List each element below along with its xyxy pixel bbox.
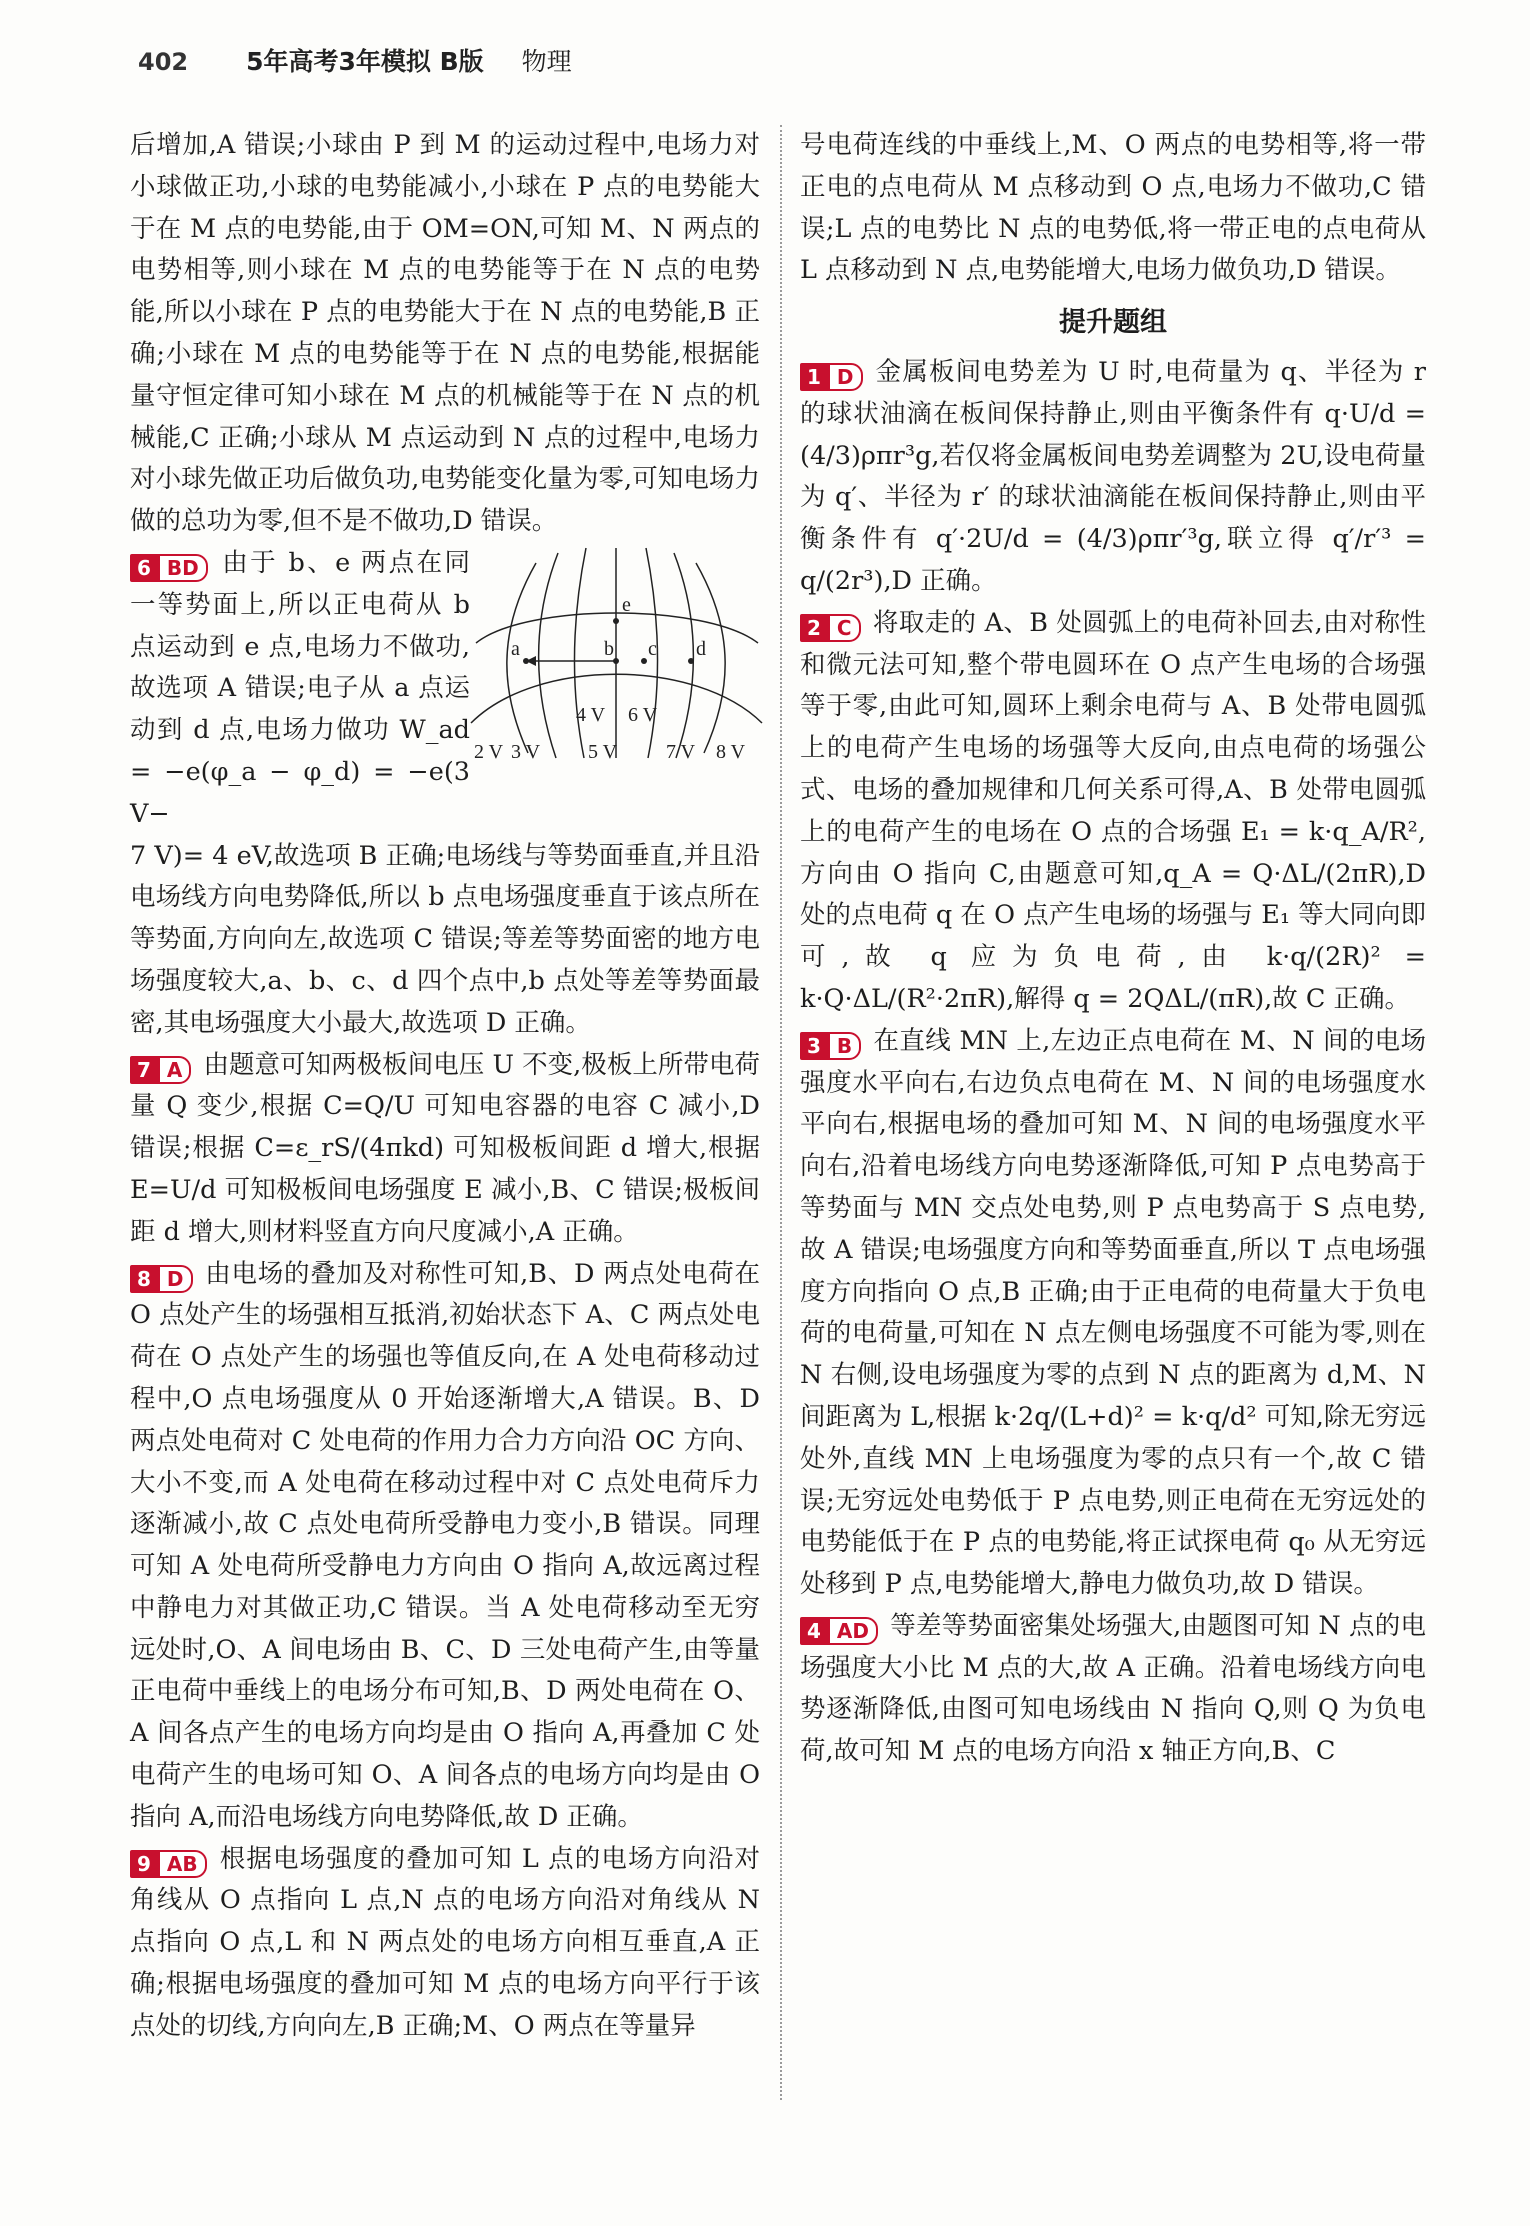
left-intro-paragraph: 后增加,A 错误;小球由 P 到 M 的运动过程中,电场力对小球做正功,小球的电势能减小,小球在 P 点的电势能大于在 M 点的电势能,由于 OM=ON,可知 M、N 两点的电势相等,则小球在 M 点的电势能等于在 N 点的电势能,所以小球在 P 点的电势能大于在 N 点的电势能,B 正确;小球在 M 点的电势能等于在 N 点的电势能,根据能量守恒定律可知小球在 M 点的机械能等于在 N 点的机械能,C 正确;小球从 M 点运动到 N 点的过程中,电场力对小球先做正功后做负功,电势能变化量为零,可知电场力做的总功为零,但不是不做功,D 错误。 <box>130 130 760 537</box>
question-number: 3 <box>800 1032 828 1060</box>
section-title: 提升题组 <box>1059 307 1167 339</box>
answer-6 <box>130 543 760 1045</box>
answer-text: 由电场的叠加及对称性可知,B、D 两点处电荷在 O 点处产生的场强相互抵消,初始状态下 A、C 两点处电荷在 O 点处产生的场强也等值反向,在 A 处电荷移动过程中,O 点电场强度从 0 开始逐渐增大,A 错误。B、D 两点处电荷对 C 处电荷的作用力合力方向沿 OC 方向、大小不变,而 A 处电荷在移动过程中对 C 点处电荷斥力逐渐减小,故 C 点处电荷所受静电力变小,B 错误。同理可知 A 处电荷所受静电力方向由 O 指向 A,故远离过程中静电力对其做正功,C 错误。当 A 处电荷移动至无穷远处时,O、A 间电场由 B、C、D 三处电荷产生,由等量正电荷中垂线上的电场分布可知,B、D 两处电荷在 O、A 间各点产生的电场方向均是由 O 指向 A,再叠加 C 处电荷产生的电场可知 O、A 间各点的电场方向均是由 O 指向 A,而沿电场线方向电势降低,故 D 正确。 <box>130 1258 760 1832</box>
point-label: e <box>622 593 631 616</box>
potential-label: 7 V <box>666 740 696 763</box>
page-number: 402 <box>138 48 189 76</box>
answer-3 <box>800 1021 1426 1606</box>
answer-badge <box>800 1032 861 1060</box>
question-number: 6 <box>130 554 158 582</box>
question-number: 8 <box>130 1265 158 1293</box>
answer-6-text-top <box>130 543 470 836</box>
answer-7 <box>130 1045 760 1254</box>
answer-badge <box>800 363 863 391</box>
answer-4 <box>800 1606 1426 1773</box>
answer-1 <box>800 352 1426 603</box>
answer-key: D <box>828 363 863 391</box>
answer-8 <box>130 1254 760 1839</box>
answer-key: C <box>828 614 861 642</box>
answer-badge <box>130 554 208 582</box>
answer-badge <box>800 1617 878 1645</box>
answer-text: 根据电场强度的叠加可知 L 点的电场方向沿对角线从 O 点指向 L 点,N 点的电场方向沿对角线从 N 点指向 O 点,L 和 N 两点处的电场方向相互垂直,A 正确;根据电场强度的叠加可知 M 点的电场方向平行于该点处的切线,方向向左,B 正确;M、O 两点在等量异 <box>130 1843 760 2041</box>
answer-badge <box>800 614 861 642</box>
question-number: 4 <box>800 1617 828 1645</box>
left-column <box>130 125 760 2048</box>
answer-6-text-rest: 7 V)= 4 eV,故选项 B 正确;电场线与等势面垂直,并且沿电场线方向电势降低,所以 b 点电场强度垂直于该点所在等势面,方向向左,故选项 C 错误;等差等势面密的地方电场强度较大,a、b、c、d 四个点中,b 点处等差等势面最密,其电场强度大小最大,故选项 D 正确。 <box>130 840 760 1038</box>
answer-key: D <box>158 1265 193 1293</box>
potential-label: 2 V <box>474 740 504 763</box>
question-number: 1 <box>800 363 828 391</box>
question-number: 9 <box>130 1850 158 1878</box>
answer-2 <box>800 603 1426 1021</box>
potential-label: 4 V <box>576 703 606 726</box>
answer-9 <box>130 1839 760 2048</box>
point-label: a <box>511 637 520 660</box>
answer-badge <box>130 1265 193 1293</box>
question-number: 7 <box>130 1056 158 1084</box>
answer-text: 将取走的 A、B 处圆弧上的电荷补回去,由对称性和微元法可知,整个带电圆环在 O 点产生电场的合场强等于零,由此可知,圆环上剩余电荷与 A、B 处带电圆弧上的电荷产生电场的场强等大反向,由点电荷的场强公式、电场的叠加规律和几何关系可得,A、B 处带电圆弧上的电荷产生的电场在 O 点的合场强 E₁ = k·q_A/R²,方向由 O 指向 C,由题意可知,q_A = Q·ΔL/(2πR),D 处的点电荷 q 在 O 点产生电场的场强与 E₁ 等大同向即可,故 q 应为负电荷,由 k·q/(2R)² = k·Q·ΔL/(R²·2πR),解得 q = 2QΔL/(πR),故 C 正确。 <box>800 607 1426 1014</box>
potential-label: 6 V <box>628 703 658 726</box>
potential-label: 5 V <box>588 740 618 763</box>
answer-key: BD <box>158 554 208 582</box>
answer-text: 金属板间电势差为 U 时,电荷量为 q、半径为 r 的球状油滴在板间保持静止,则由平衡条件有 q·U/d = (4/3)ρπr³g,若仅将金属板间电势差调整为 2U,设电荷量为 q′、半径为 r′ 的球状油滴能在板间保持静止,则由平衡条件有 q′·2U/d = (4/3)ρπr′³g,联立得 q′/r′³ = q/(2r³),D 正确。 <box>800 356 1426 596</box>
answer-key: B <box>828 1032 861 1060</box>
question-number: 2 <box>800 614 828 642</box>
point-label: c <box>648 637 657 660</box>
subject-label: 物理 <box>521 47 572 76</box>
answer-key: AD <box>828 1617 878 1645</box>
book-title: 5年高考3年模拟 B版 <box>246 47 484 76</box>
page-header <box>138 42 572 82</box>
right-intro-paragraph: 号电荷连线的中垂线上,M、O 两点的电势相等,将一带正电的点电荷从 M 点移动到 O 点,电场力不做功,C 错误;L 点的电势比 N 点的电势低,将一带正电的点电荷从 L 点移动到 N 点,电势能增大,电场力做负功,D 错误。 <box>800 130 1426 286</box>
equipotential-figure <box>466 543 766 763</box>
answer-key: AB <box>158 1850 207 1878</box>
answer-text: 等差等势面密集处场强大,由题图可知 N 点的电场强度大小比 M 点的大,故 A 正确。沿着电场线方向电势逐渐降低,由图可知电场线由 N 指向 Q,则 Q 为负电荷,故可知 M 点的电场方向沿 x 轴正方向,B、C <box>800 1610 1426 1767</box>
answer-text: 由题意可知两极板间电压 U 不变,极板上所带电荷量 Q 变少,根据 C=Q/U 可知电容器的电容 C 减小,D 错误;根据 C=ε_rS/(4πkd) 可知极板间距 d 增大,根据 E=U/d 可知极板间电场强度 E 减小,B、C 错误;极板间距 d 增大,则材料竖直方向尺度减小,A 正确。 <box>130 1049 760 1247</box>
column-divider <box>780 125 782 2100</box>
answer-text: 由于 b、e 两点在同一等势面上,所以正电荷从 b 点运动到 e 点,电场力不做功,故选项 A 错误;电子从 a 点运动到 d 点,电场力做功 W_ad = −e(φ_a − φ_d) = −e(3 V− <box>130 547 470 829</box>
answer-badge <box>130 1850 207 1878</box>
potential-label: 8 V <box>716 740 746 763</box>
answer-badge <box>130 1056 191 1084</box>
answer-key: A <box>158 1056 191 1084</box>
point-label: b <box>604 637 614 660</box>
point-label: d <box>696 637 706 660</box>
potential-label: 3 V <box>511 740 541 763</box>
answer-text: 在直线 MN 上,左边正点电荷在 M、N 间的电场强度水平向右,右边负点电荷在 M、N 间的电场强度水平向右,根据电场的叠加可知 M、N 间的电场强度水平向右,沿着电场线方向电势逐渐降低,可知 P 点电势高于等势面与 MN 交点处电势,则 P 点电势高于 S 点电势,故 A 错误;电场强度方向和等势面垂直,所以 T 点电场强度方向指向 O 点,B 正确;由于正电荷的电荷量大于负电荷的电荷量,可知在 N 点左侧电场强度不可能为零,则在 N 右侧,设电场强度为零的点到 N 点的距离为 d,M、N 间距离为 L,根据 k·2q/(L+d)² = k·q/d² 可知,除无穷远处外,直线 MN 上电场强度为零的点只有一个,故 C 错误;无穷远处电势低于 P 点电势,则正电荷在无穷远处的电势能低于在 P 点的电势能,将正试探电荷 q₀ 从无穷远处移到 P 点,电势能增大,静电力做负功,故 D 错误。 <box>800 1025 1426 1600</box>
right-column <box>800 125 1426 1773</box>
